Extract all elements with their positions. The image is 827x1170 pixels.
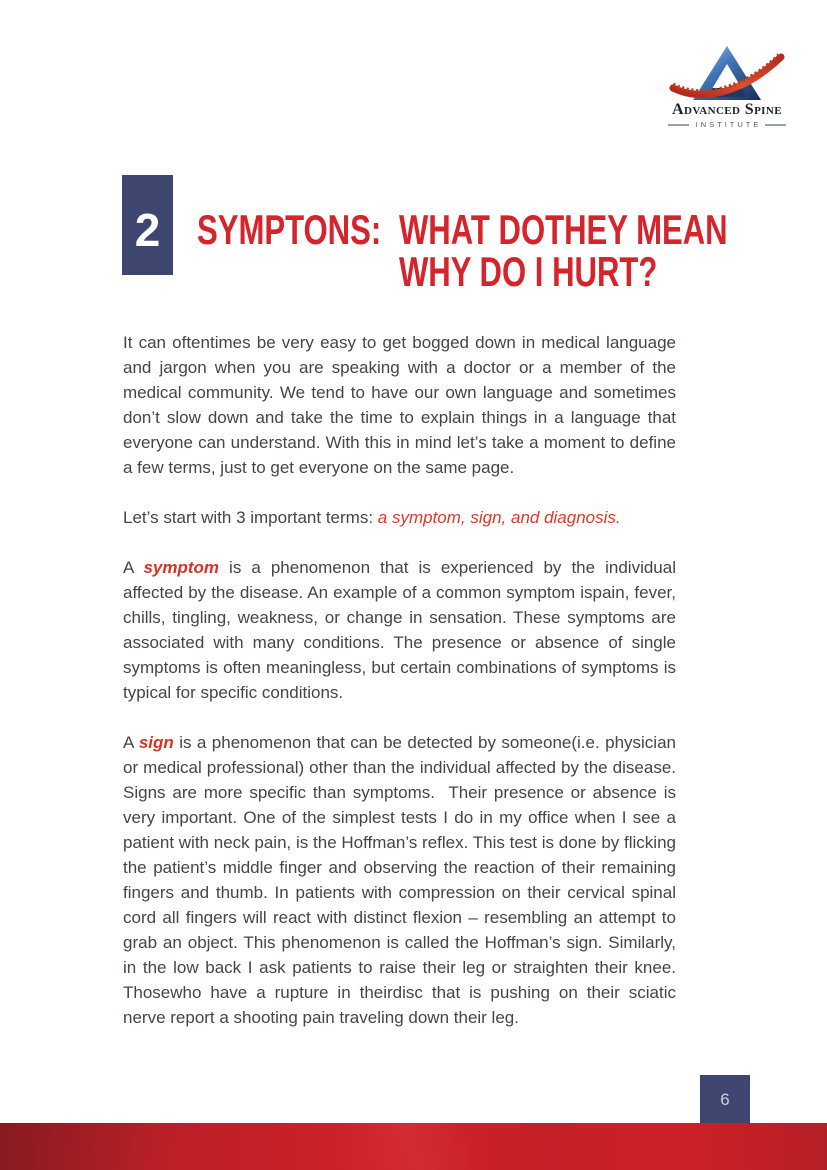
logo-rule-left [668, 124, 689, 126]
paragraph-terms-emphasis: a symptom, sign, and diagnosis. [377, 508, 621, 527]
paragraph-symptom [123, 555, 676, 705]
spine-a-logo-icon [665, 44, 789, 102]
paragraph-symptom-text: is a phenomenon that is experienced by the individual affected by the disease. An example of a common symptom ispain, fever, chills, tingling, weakness, or change in sensation. These symptoms are associated with many conditions. The presence or absence of single symptoms is often meaningless, but certain combinations of symptoms is typical for specific conditions. [123, 558, 676, 702]
paragraph-sign [123, 730, 676, 1030]
chapter-number-badge [122, 175, 173, 275]
footer-red-bar [0, 1123, 827, 1170]
logo-subtitle: INSTITUTE [695, 120, 762, 129]
chapter-title [197, 206, 728, 295]
chapter-title-label: SYMPTONS: [197, 206, 382, 253]
chapter-title-line1: WHAT DOTHEY MEAN [398, 206, 728, 253]
chapter-number: 2 [134, 204, 161, 256]
chapter-title-question [398, 206, 728, 295]
advanced-spine-institute-logo [662, 44, 792, 129]
page-number: 6 [720, 1090, 730, 1109]
logo-name: Advanced Spine [672, 101, 782, 118]
paragraph-intro [123, 330, 676, 480]
logo-subtitle-row [662, 120, 792, 129]
term-symptom: symptom [143, 558, 220, 577]
paragraph-terms-lead: Let’s start with 3 important terms: [123, 508, 378, 527]
paragraph-sign-lead: A [123, 733, 139, 752]
chapter-title-line2: WHY DO I HURT? [398, 248, 658, 295]
body-content [123, 330, 676, 1055]
paragraph-sign-text: is a phenomenon that can be detected by someone(i.e. physician or medical professional) other than the individual affected by the disease. Signs are more specific than symptoms. Their presence or absence is very important. One of the simplest tests I do in my office when I see a patient with neck pain, is the Hoffman’s reflex. This test is done by flicking the patient’s middle finger and observing the reaction of their remaining fingers and thumb. In patients with compression on their cervical spinal cord all fingers will react with distinct flexion – resembling an attempt to grab an object. This phenomenon is called the Hoffman’s sign. Similarly, in the low back I ask patients to raise their leg or straighten their knee. Thosewho have a rupture in theirdisc that is pushing on their sciatic nerve report a shooting pain traveling down their leg. [123, 733, 676, 1027]
paragraph-intro-text: It can oftentimes be very easy to get bogged down in medical language and jargon when you are speaking with a doctor or a member of the medical community. We tend to have our own language and sometimes don’t slow down and take the time to explain things in a language that everyone can understand. With this in mind let’s take a moment to define a few terms, just to get everyone on the same page. [123, 333, 676, 477]
paragraph-symptom-lead: A [123, 558, 144, 577]
logo-rule-right [765, 124, 786, 126]
term-sign: sign [138, 733, 174, 752]
page-number-badge [700, 1075, 750, 1124]
paragraph-terms [123, 505, 676, 530]
